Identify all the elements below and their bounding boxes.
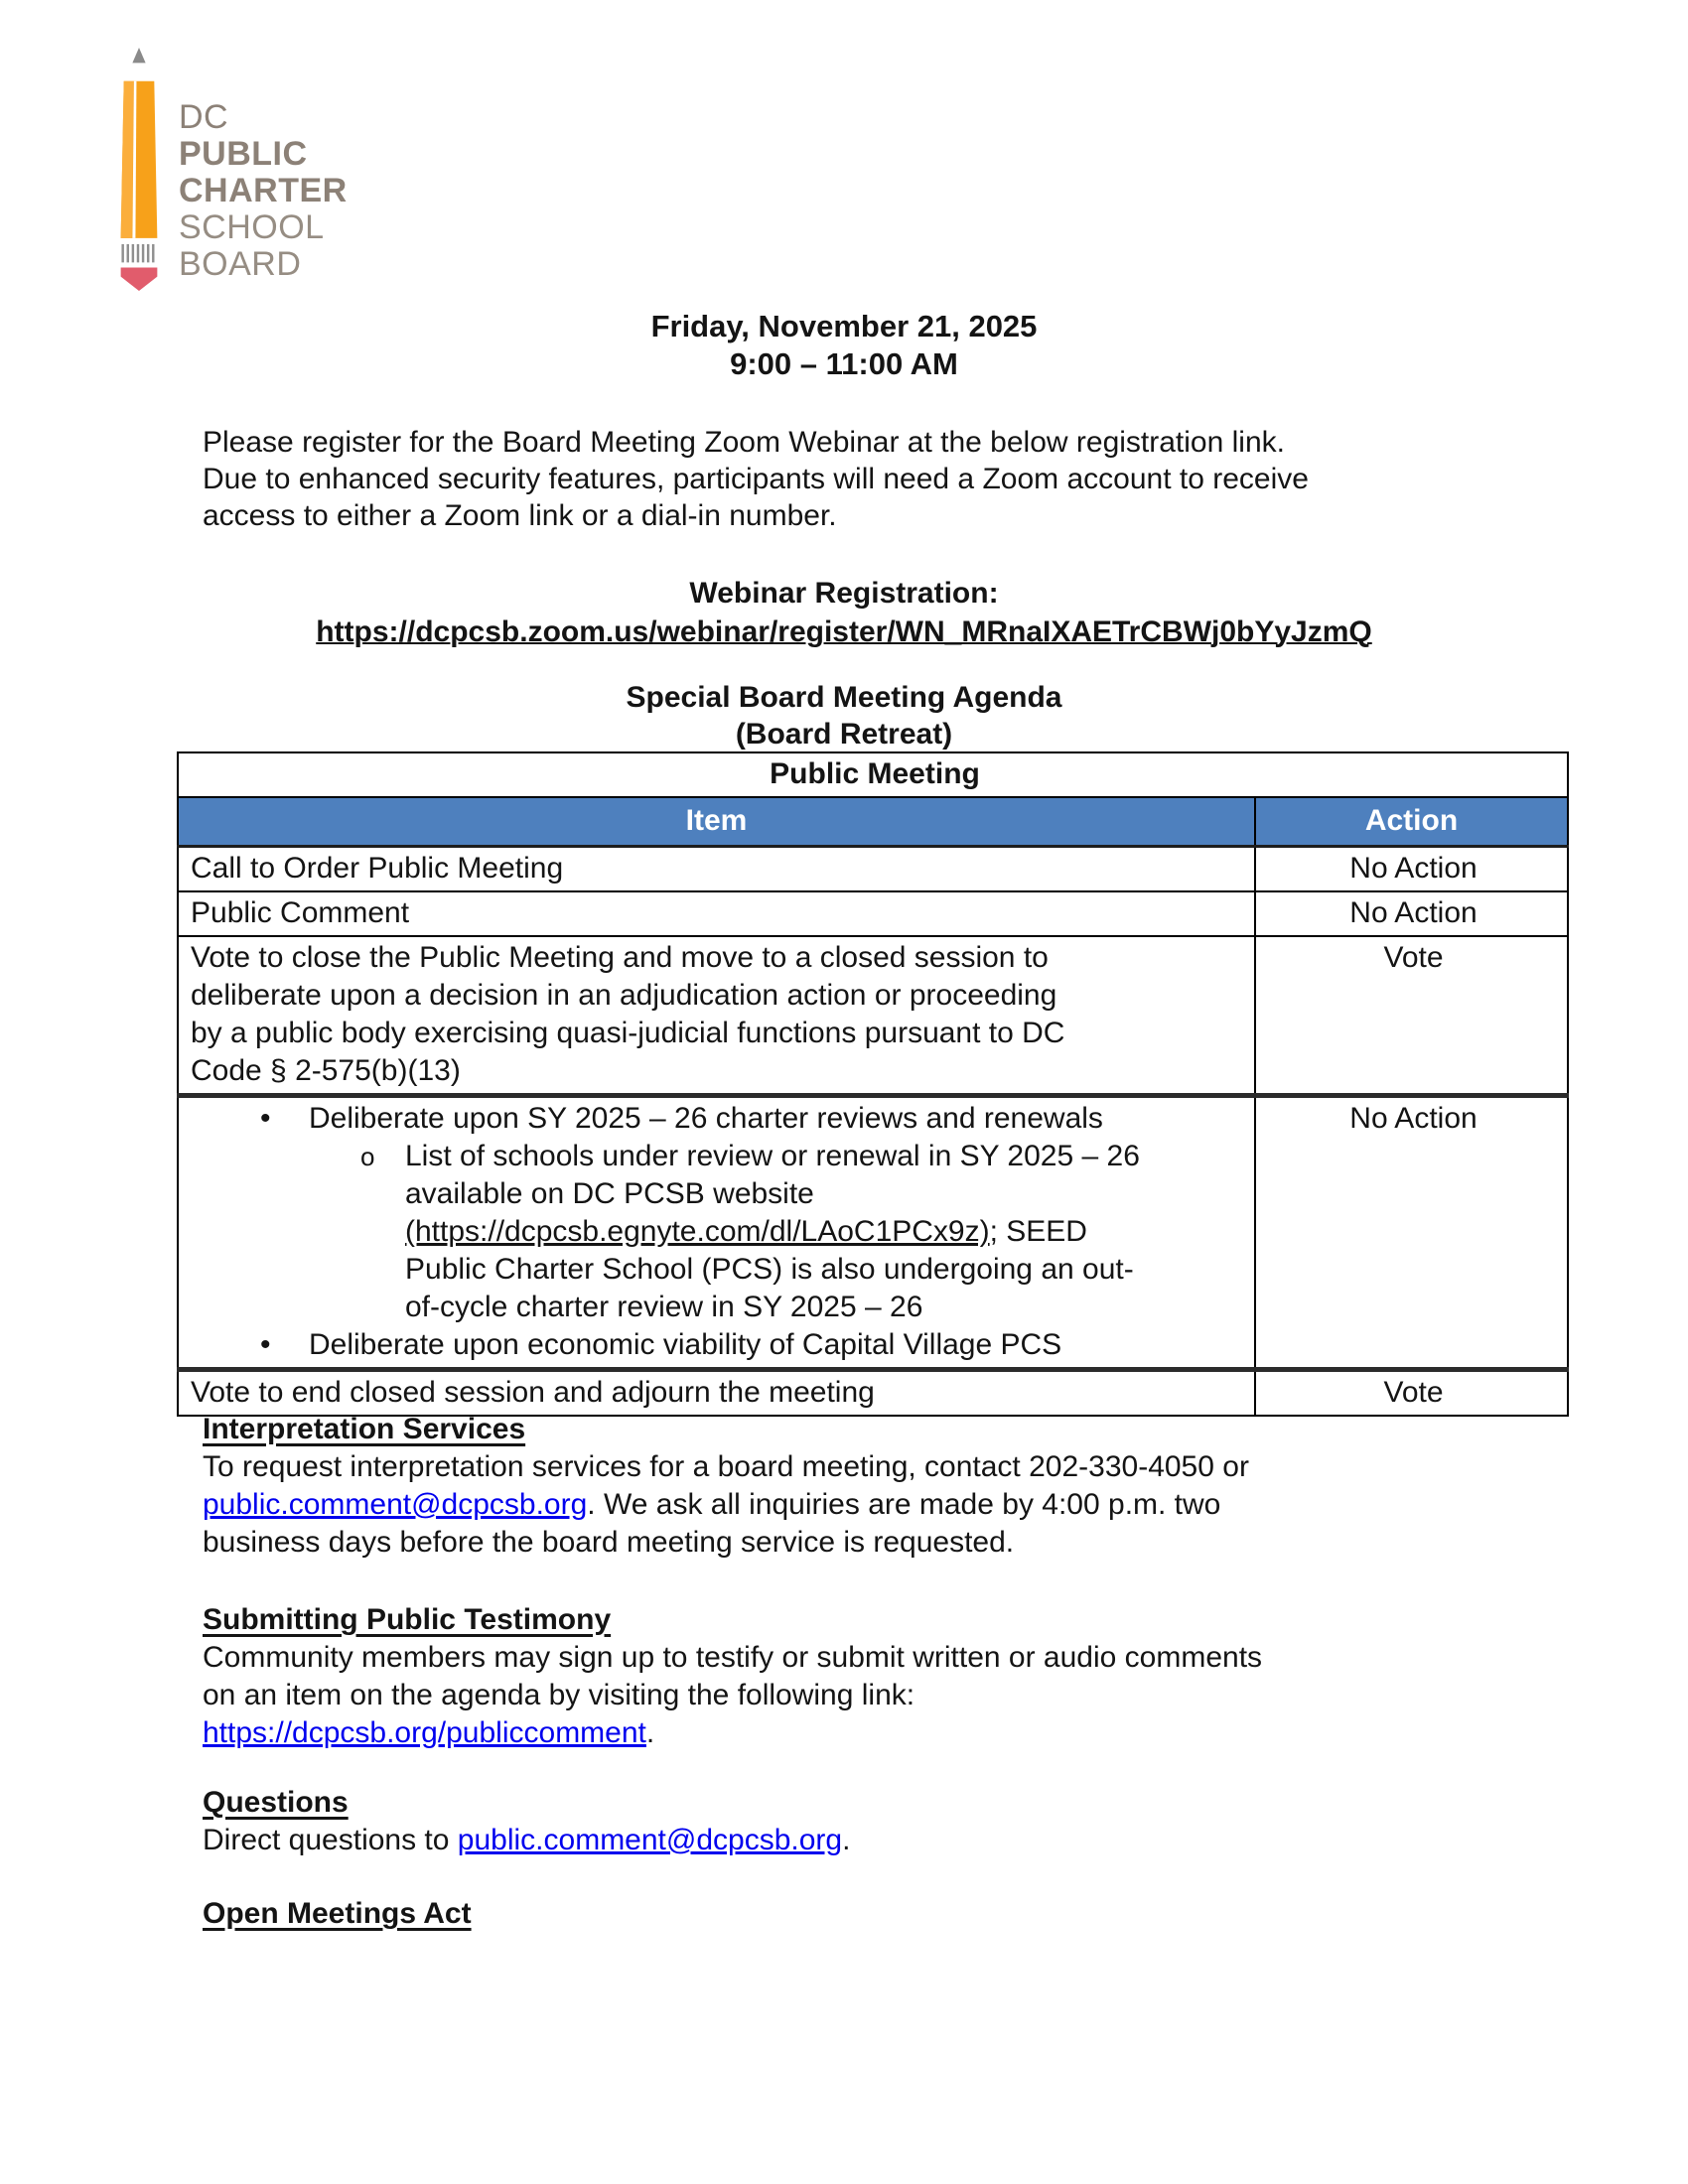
action-cell: No Action <box>1255 891 1568 936</box>
sub-bullet-text-line <box>191 1213 1246 1251</box>
interpretation-services-section <box>203 1411 1249 1562</box>
interpretation-email-link[interactable]: public.comment@dcpcsb.org <box>203 1488 588 1521</box>
section-text-line <box>203 1822 850 1859</box>
table-caption-row <box>178 752 1568 797</box>
intro-line: Due to enhanced security features, participants will need a Zoom account to receive <box>203 463 1309 495</box>
meeting-date: Friday, November 21, 2025 <box>650 309 1038 343</box>
section-text: . <box>842 1824 851 1856</box>
questions-section <box>203 1784 850 1859</box>
section-text-line: business days before the board meeting service is requested. <box>203 1526 1015 1559</box>
logo-line-board: BOARD <box>179 245 302 283</box>
table-row <box>178 936 1568 1096</box>
item-cell: Call to Order Public Meeting <box>178 847 1255 892</box>
action-cell: Vote <box>1255 1370 1568 1417</box>
column-header-action: Action <box>1255 797 1568 847</box>
sub-bullet-marker: o <box>360 1142 375 1171</box>
bullet-item <box>191 1100 1246 1138</box>
bullet-marker: • <box>260 1328 271 1361</box>
table-row <box>178 1096 1568 1370</box>
meeting-date-block <box>0 308 1688 383</box>
logo-line-school: SCHOOL <box>179 208 325 246</box>
section-text-line: Community members may sign up to testify or submit written or audio comments <box>203 1641 1263 1674</box>
section-heading: Interpretation Services <box>203 1413 526 1445</box>
item-cell <box>178 1096 1255 1370</box>
item-cell <box>178 936 1255 1096</box>
section-text-line: on an item on the agenda by visiting the following link: <box>203 1679 915 1711</box>
section-heading: Questions <box>203 1786 349 1819</box>
webinar-registration-label: Webinar Registration: <box>689 577 999 610</box>
section-text: . We ask all inquiries are made by 4:00 p.m. two <box>587 1488 1221 1521</box>
registration-intro-paragraph <box>203 424 1309 534</box>
section-heading: Submitting Public Testimony <box>203 1603 612 1636</box>
section-text: Direct questions to <box>203 1824 458 1856</box>
logo-line-public: PUBLIC <box>179 135 308 173</box>
meeting-time: 9:00 – 11:00 AM <box>730 346 958 381</box>
table-row <box>178 847 1568 892</box>
item-text-line: Vote to close the Public Meeting and move to a closed session to <box>191 941 1049 974</box>
bullet-text: Deliberate upon economic viability of Capital Village PCS <box>309 1328 1062 1361</box>
intro-line: Please register for the Board Meeting Zoom Webinar at the below registration link. <box>203 426 1285 459</box>
questions-email-link[interactable]: public.comment@dcpcsb.org <box>457 1824 843 1856</box>
section-text-line <box>203 1714 1262 1752</box>
sub-bullet-text: List of schools under review or renewal in SY 2025 – 26 <box>405 1140 1140 1172</box>
sub-bullet-text: ; SEED <box>989 1215 1087 1248</box>
webinar-registration-link[interactable]: https://dcpcsb.zoom.us/webinar/register/WN_MRnaIXAETrCBWj0bYyJzmQ <box>316 615 1372 648</box>
section-text-line: To request interpretation services for a board meeting, contact 202-330-4050 or <box>203 1450 1249 1483</box>
action-cell: Vote <box>1255 936 1568 1096</box>
agenda-title: Special Board Meeting Agenda <box>626 681 1062 714</box>
bullet-item <box>191 1326 1246 1364</box>
action-cell: No Action <box>1255 847 1568 892</box>
egnyte-link[interactable]: (https://dcpcsb.egnyte.com/dl/LAoC1PCx9z) <box>405 1215 990 1248</box>
sub-bullet-text-line: available on DC PCSB website <box>405 1177 814 1210</box>
open-meetings-act-section <box>203 1895 472 1933</box>
webinar-registration-block <box>0 574 1688 651</box>
item-cell: Vote to end closed session and adjourn the meeting <box>178 1370 1255 1417</box>
agenda-table <box>177 751 1569 1417</box>
testimony-link[interactable]: https://dcpcsb.org/publiccomment <box>203 1716 646 1749</box>
sub-bullet-text-line: Public Charter School (PCS) is also undergoing an out- <box>405 1253 1134 1286</box>
table-row <box>178 1370 1568 1417</box>
table-caption: Public Meeting <box>178 752 1568 797</box>
logo-line-charter: CHARTER <box>179 172 348 209</box>
sub-bullet-text-line: of-cycle charter review in SY 2025 – 26 <box>405 1291 923 1323</box>
section-text-line <box>203 1486 1249 1524</box>
item-text-line: deliberate upon a decision in an adjudication action or proceeding <box>191 979 1057 1012</box>
column-header-item: Item <box>178 797 1255 847</box>
pencil-logo-icon <box>117 46 161 294</box>
item-text-line: by a public body exercising quasi-judicial functions pursuant to DC <box>191 1017 1065 1049</box>
item-text-line: Code § 2-575(b)(13) <box>191 1054 461 1087</box>
agenda-subtitle: (Board Retreat) <box>735 718 953 751</box>
table-row <box>178 891 1568 936</box>
action-cell: No Action <box>1255 1096 1568 1370</box>
public-testimony-section <box>203 1601 1262 1752</box>
section-heading: Open Meetings Act <box>203 1897 472 1930</box>
bullet-text: Deliberate upon SY 2025 – 26 charter reviews and renewals <box>309 1102 1103 1135</box>
agenda-title-block <box>0 679 1688 752</box>
bullet-marker: • <box>260 1102 271 1135</box>
logo-wordmark <box>179 99 348 283</box>
section-text: . <box>645 1716 655 1749</box>
item-cell: Public Comment <box>178 891 1255 936</box>
sub-bullet-item <box>191 1138 1246 1175</box>
intro-line: access to either a Zoom link or a dial-in number. <box>203 499 837 532</box>
logo-line-dc: DC <box>179 98 229 136</box>
table-header-row <box>178 797 1568 847</box>
